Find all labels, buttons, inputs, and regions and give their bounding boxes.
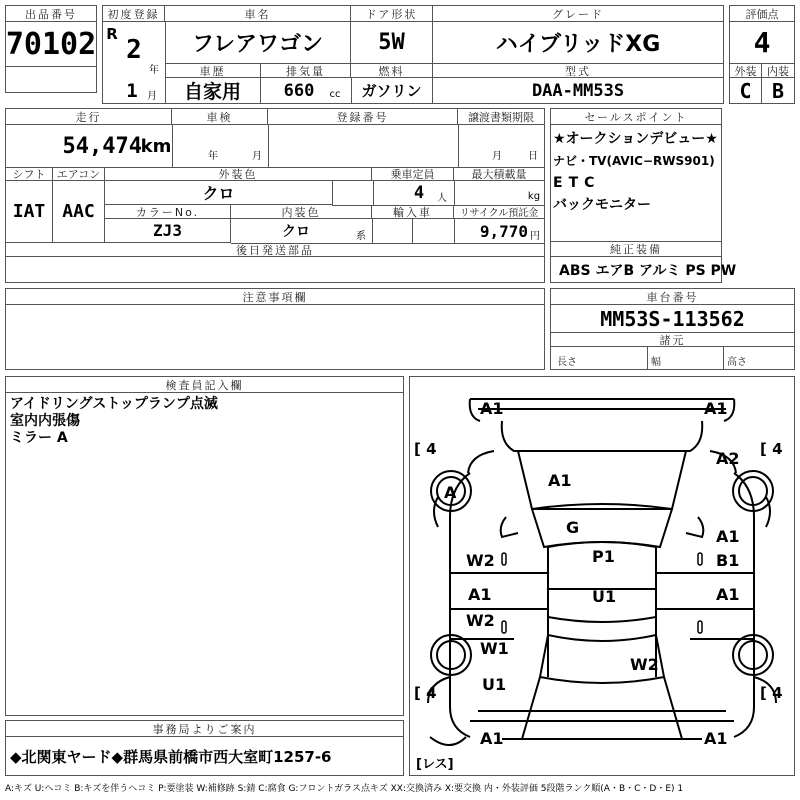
mark-rear-left-door-b: W2 (466, 611, 495, 630)
exterior-label: 外装 (730, 64, 762, 78)
score-label: 評価点 (730, 6, 794, 22)
first-reg-label: 初度登録 (103, 6, 165, 22)
damage-legend: A:キズ U:ヘコミ B:キズを伴うヘコミ P:要塗装 W:補修跡 S:錆 C:腐食 G:フロントガラス点キズ XX:交換済み X:要交換 内・外装評価 5段階ランク順(A・B・C・D・E) 1 (5, 784, 684, 794)
capacity: 4 (413, 183, 425, 203)
registration-label: 登録番号 (268, 109, 458, 125)
genuine-equip-label: 純正装備 (551, 241, 721, 257)
model-code-label: 型式 (433, 64, 723, 78)
grade-label: グレード (433, 6, 723, 22)
later-parts-value (6, 257, 544, 282)
inspector-note: アイドリングストップランプ点滅 (10, 396, 218, 412)
inspector-note: 室内内張傷 (10, 413, 80, 429)
width-label: 幅 (651, 357, 661, 368)
mark-rear-left-door-a: A1 (468, 585, 492, 604)
sales-point-item: ★オークションデビュー★ (553, 131, 718, 147)
mark-front-right-fender: A2 (716, 449, 740, 468)
lot-number-label: 出品番号 (6, 6, 96, 22)
mark-front-left-door: W2 (466, 551, 495, 570)
chassis-no-label: 車台番号 (551, 289, 794, 305)
caution-label: 注意事項欄 (6, 289, 544, 305)
grade: ハイブリッドXG (433, 22, 723, 64)
car-name: フレアワゴン (165, 22, 351, 64)
sales-point-item: バックモニター (553, 197, 651, 213)
dimensions-label: 諸元 (551, 333, 794, 347)
km-unit: km (140, 135, 172, 157)
deadline-day-unit: 日 (528, 150, 538, 162)
month-unit: 月 (147, 90, 157, 102)
sales-point-item: ナビ・TV(AVIC−RWS901) (553, 154, 715, 168)
height-label: 高さ (727, 357, 747, 368)
mark-rear-left-lower: U1 (482, 675, 507, 694)
yen-unit: 円 (530, 230, 540, 242)
sales-points-label: セールスポイント (551, 109, 721, 125)
office-info-label: 事務局よりご案内 (6, 721, 403, 737)
kg-unit: kg (527, 190, 541, 202)
mark-rear-right-corner: A1 (704, 729, 728, 748)
exterior-color: クロ (105, 181, 332, 205)
spare-tire-label: [レス] (416, 757, 454, 772)
chassis-box (550, 288, 795, 370)
car-info-box (102, 5, 724, 104)
office-info-box (5, 720, 404, 776)
year-unit: 年 (149, 64, 159, 76)
aircon-label: エアコン (53, 167, 105, 181)
mark-rear-right-door: A1 (716, 585, 740, 604)
length-label: 長さ (557, 357, 577, 368)
reg-year: 2 (126, 35, 142, 65)
inspector-notes-label: 検査員記入欄 (6, 377, 403, 393)
inspection-month-unit: 月 (252, 150, 262, 162)
fuel-label: 燃料 (351, 64, 433, 78)
door-type: 5W (351, 22, 433, 64)
score-box (729, 5, 795, 104)
interior-color: クロ (282, 224, 310, 240)
max-load-label: 最大積載量 (454, 167, 544, 181)
recycle-label: リサイクル預託金 (454, 205, 544, 219)
persons-unit: 人 (437, 192, 447, 204)
overall-score: 4 (730, 22, 794, 64)
shift-type: IAT (6, 181, 53, 243)
interior-label: 内装 (762, 64, 794, 78)
fuel: ガソリン (351, 78, 433, 103)
inspection-year-unit: 年 (208, 150, 218, 162)
displacement: 660 (283, 81, 315, 101)
mark-front-left-wheel: A (444, 483, 457, 502)
tread-rl: [ 4 (414, 684, 437, 702)
mark-rear-left-corner: A1 (480, 729, 504, 748)
lot-number: 70102 (5, 26, 97, 62)
inspector-notes-box (5, 376, 404, 716)
model-code: DAA-MM53S (531, 80, 625, 101)
mark-rear-roof: U1 (592, 587, 617, 606)
car-history: 自家用 (165, 78, 261, 103)
car-outline-diagram (410, 377, 794, 775)
era: R (106, 25, 118, 43)
color-no-label: カラーNo. (105, 205, 231, 219)
exterior-color-label: 外装色 (105, 167, 372, 181)
tread-fl: [ 4 (414, 440, 437, 458)
mark-windshield: G (566, 518, 580, 537)
mark-front-left-corner: A1 (480, 399, 504, 418)
cc-unit: cc (329, 88, 341, 100)
kei-unit: 系 (356, 230, 366, 242)
later-parts-label: 後日発送部品 (6, 243, 544, 257)
office-info: ◆北関東ヤード◆群馬県前橋市西大室町1257-6 (10, 747, 332, 766)
car-name-label: 車名 (165, 6, 351, 22)
aircon-type: AAC (53, 181, 105, 243)
tread-rr: [ 4 (760, 684, 783, 702)
exterior-grade: C (730, 78, 762, 103)
mark-front-right-door-a: A1 (716, 527, 740, 546)
import-label: 輸入車 (372, 205, 454, 219)
damage-diagram-box (409, 376, 795, 776)
chassis-number: MM53S-113562 (551, 305, 794, 333)
registration-number (268, 125, 459, 168)
door-label: ドア形状 (351, 6, 433, 22)
mileage: 54,474 (62, 133, 142, 159)
sales-point-item: ETC (553, 175, 601, 191)
reg-month: 1 (126, 80, 138, 102)
mileage-label: 走行 (6, 109, 172, 125)
sales-points-box (550, 108, 737, 283)
interior-color-label: 内装色 (231, 205, 372, 219)
recycle-fee: 9,770 (479, 221, 528, 241)
mark-rear-area: W2 (630, 655, 659, 674)
shift-label: シフト (6, 167, 53, 181)
mark-bonnet: A1 (548, 471, 572, 490)
mark-rear-left-quarter: W1 (480, 639, 509, 658)
displacement-label: 排気量 (261, 64, 351, 78)
tread-fr: [ 4 (760, 440, 783, 458)
vehicle-details-box (5, 108, 545, 283)
genuine-equipment: ABS エアB アルミ PS PW (559, 262, 737, 279)
caution-box (5, 288, 545, 370)
inspection-label: 車検 (172, 109, 268, 125)
mark-front-right-corner: A1 (704, 399, 728, 418)
color-no: ZJ3 (105, 219, 231, 243)
deadline-month-unit: 月 (492, 150, 502, 162)
transfer-deadline-label: 譲渡書類期限 (458, 109, 544, 125)
lot-number-box (5, 5, 97, 93)
inspector-note: ミラー A (10, 430, 68, 446)
capacity-label: 乗車定員 (372, 167, 454, 181)
interior-grade: B (771, 78, 785, 103)
mark-front-right-door-b: B1 (716, 551, 740, 570)
history-label: 車歴 (165, 64, 261, 78)
mark-roof: P1 (592, 547, 615, 566)
